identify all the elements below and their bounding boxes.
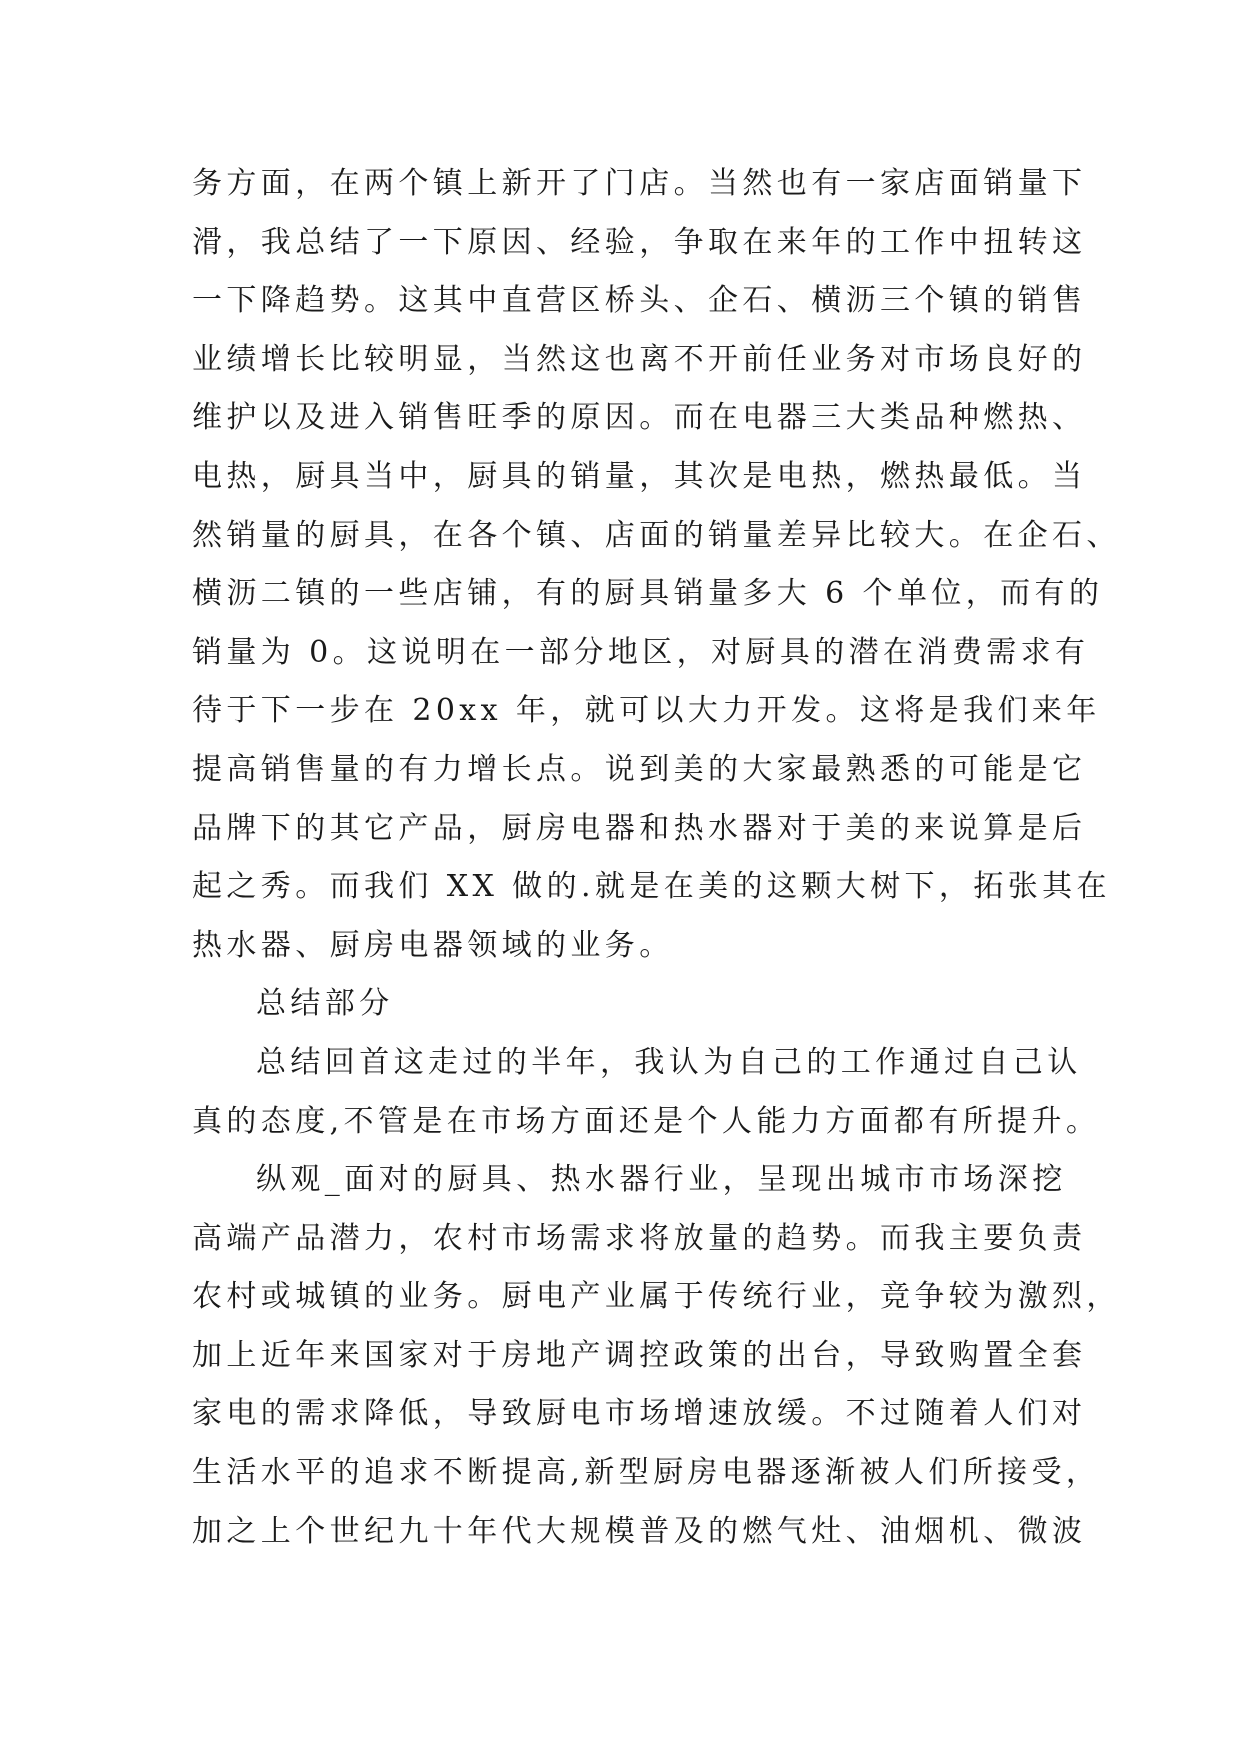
- text-line: 起之秀。而我们 XX 做的.就是在美的这颗大树下，拓张其在: [192, 869, 1111, 905]
- text-line: 高端产品潜力，农村市场需求将放量的趋势。而我主要负责: [192, 1220, 1087, 1256]
- text-line: 一下降趋势。这其中直营区桥头、企石、横沥三个镇的销售: [192, 283, 1087, 319]
- text-line: 家电的需求降低，导致厨电市场增速放缓。不过随着人们对: [192, 1396, 1087, 1432]
- text-line: 销量为 0。这说明在一部分地区，对厨具的潜在消费需求有: [192, 634, 1090, 670]
- text-line: 加上近年来国家对于房地产调控政策的出台，导致购置全套: [192, 1337, 1087, 1373]
- text-line: 品牌下的其它产品，厨房电器和热水器对于美的来说算是后: [192, 810, 1087, 846]
- text-line: 总结回首这走过的半年，我认为自己的工作通过自己认: [256, 1044, 1082, 1080]
- text-line: 横沥二镇的一些店铺，有的厨具销量多大 6 个单位，而有的: [192, 576, 1104, 612]
- text-line: 总结部分: [256, 986, 394, 1022]
- text-line: 真的态度,不管是在市场方面还是个人能力方面都有所提升。: [192, 1103, 1101, 1139]
- text-line: 电热，厨具当中，厨具的销量，其次是电热，燃热最低。当: [192, 458, 1087, 494]
- body-text: [192, 155, 1121, 1561]
- text-line: 然销量的厨具，在各个镇、店面的销量差异比较大。在企石、: [192, 517, 1121, 553]
- text-line: 加之上个世纪九十年代大规模普及的燃气灶、油烟机、微波: [192, 1513, 1087, 1549]
- text-line: 生活水平的追求不断提高,新型厨房电器逐渐被人们所接受，: [192, 1455, 1101, 1491]
- text-line: 滑，我总结了一下原因、经验，争取在来年的工作中扭转这: [192, 224, 1087, 260]
- text-line: 农村或城镇的业务。厨电产业属于传统行业，竞争较为激烈，: [192, 1279, 1121, 1315]
- text-line: 提高销售量的有力增长点。说到美的大家最熟悉的可能是它: [192, 751, 1087, 787]
- text-line: 务方面，在两个镇上新开了门店。当然也有一家店面销量下: [192, 166, 1087, 201]
- text-line: 纵观_面对的厨具、热水器行业，呈现出城市市场深挖: [256, 1162, 1067, 1198]
- text-line: 业绩增长比较明显，当然这也离不开前任业务对市场良好的: [192, 341, 1087, 377]
- text-line: 维护以及进入销售旺季的原因。而在电器三大类品种燃热、: [192, 400, 1087, 436]
- text-line: 待于下一步在 20xx 年，就可以大力开发。这将是我们来年: [192, 693, 1101, 729]
- text-line: 热水器、厨房电器领域的业务。: [192, 927, 674, 963]
